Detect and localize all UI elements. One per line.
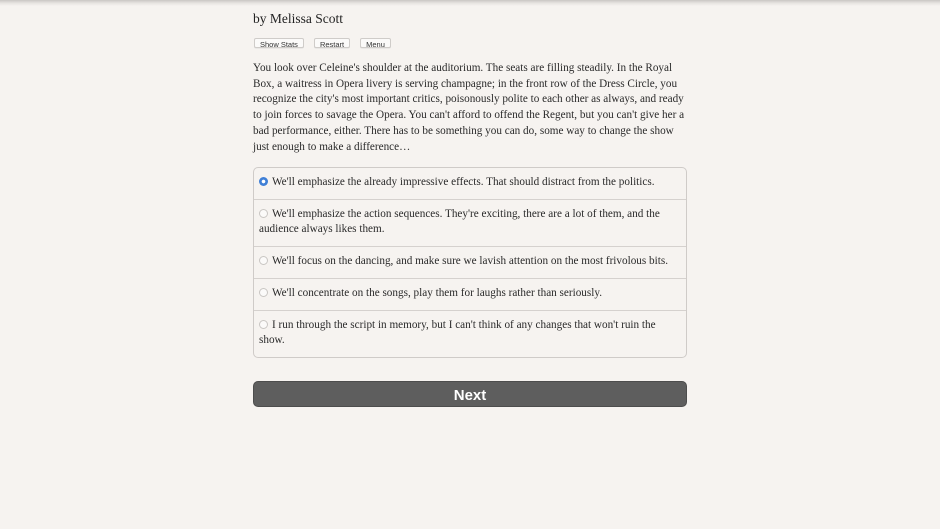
radio-unselected-icon[interactable] [259, 320, 268, 329]
radio-unselected-icon[interactable] [259, 209, 268, 218]
game-toolbar [254, 38, 391, 48]
radio-selected-icon[interactable] [259, 177, 268, 186]
radio-unselected-icon[interactable] [259, 288, 268, 297]
story-passage: You look over Celeine's shoulder at the auditorium. The seats are filling steadily. In the Royal Box, a waitress in Opera livery is serving champagne; in the front row of the Dress Circle, you recognize the city's most important critics, poisonously polite to each other as always, and ready to join forces to savage the Opera. You can't afford to offend the Regent, but you can't give her a bad performance, either. There has to be something you can do, some way to change the show just enough to make a difference… [253, 62, 685, 153]
choice-label: We'll concentrate on the songs, play them for laughs rather than seriously. [272, 286, 603, 299]
choice-option-3[interactable] [254, 246, 686, 278]
restart-button[interactable]: Restart [314, 38, 350, 48]
story-author: by Melissa Scott [253, 11, 343, 26]
choice-label: We'll emphasize the action sequences. They're exciting, there are a lot of them, and the audience always likes them. [259, 207, 660, 236]
radio-unselected-icon[interactable] [259, 256, 268, 265]
choice-option-5[interactable] [254, 310, 686, 357]
choice-option-1[interactable] [254, 168, 686, 199]
show-stats-button[interactable]: Show Stats [254, 38, 304, 48]
choice-label: We'll emphasize the already impressive effects. That should distract from the politics. [272, 176, 655, 188]
choice-option-4[interactable] [254, 278, 686, 310]
choice-option-2[interactable] [254, 199, 686, 246]
choice-label: We'll focus on the dancing, and make sure we lavish attention on the most frivolous bits. [272, 255, 669, 268]
choice-label: I run through the script in memory, but I can't think of any changes that won't ruin the show. [259, 318, 656, 347]
menu-button[interactable]: Menu [360, 38, 391, 48]
top-edge-shadow [0, 0, 940, 6]
next-button[interactable]: Next [253, 381, 687, 407]
choice-list [253, 167, 687, 358]
